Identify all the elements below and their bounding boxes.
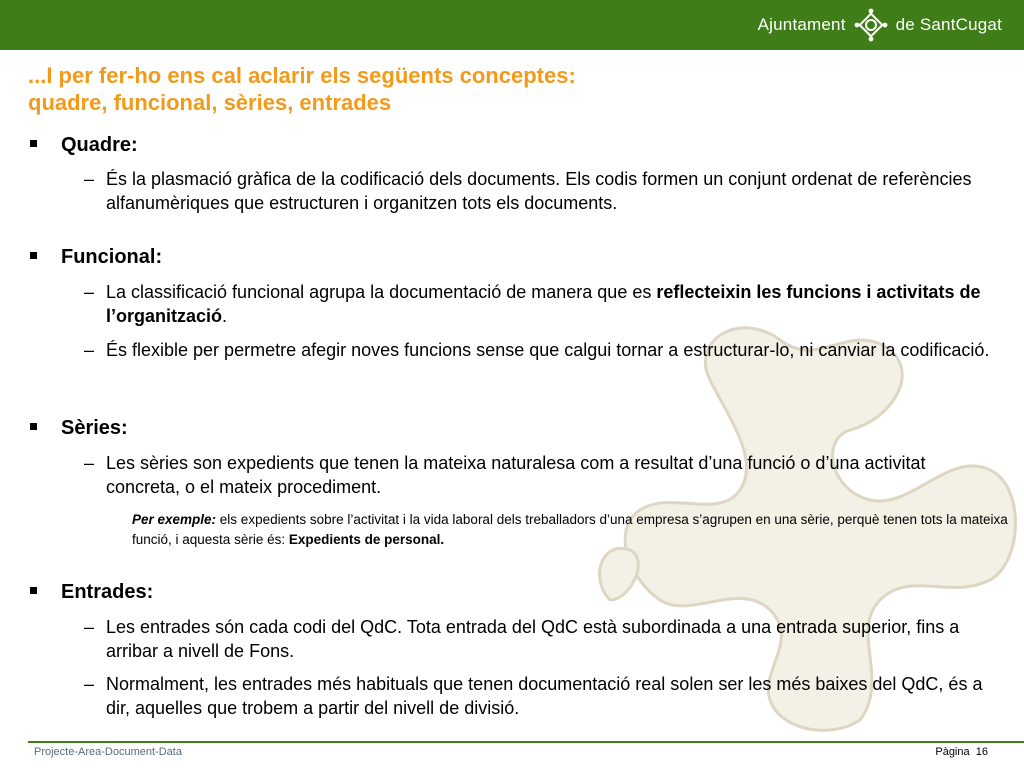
section-label: Sèries:	[61, 417, 128, 439]
dash-bullet-icon: –	[84, 282, 95, 302]
section-label: Funcional:	[61, 246, 163, 268]
list-item	[84, 672, 1004, 720]
list-item-text: Normalment, les entrades més habituals que tenen documentació real solen ser les més baixes del QdC, és a dir, aquelles que trobem a partir del nivell de divisió.	[106, 674, 983, 718]
brand-logo	[758, 0, 1002, 50]
list-item-trailing: .	[222, 306, 228, 326]
list-item-text: És la plasmació gràfica de la codificació dels documents. Els codis formen un conjunt ordenat de referències alfanumèriques que estructuren i organitzen tots els documents.	[106, 169, 972, 213]
page-indicator	[935, 746, 988, 758]
brand-left-text: Ajuntament	[757, 15, 846, 34]
dash-bullet-icon: –	[84, 340, 95, 360]
list-item	[84, 280, 1004, 328]
dash-bullet-icon: –	[84, 674, 95, 694]
square-bullet-icon	[30, 423, 37, 430]
title-line-1: ...I per fer-ho ens cal aclarir els següents conceptes:	[28, 63, 576, 88]
list-item-text: La classificació funcional agrupa la documentació de manera que es	[106, 282, 657, 302]
bullet-entrades	[30, 581, 153, 604]
example-note	[132, 510, 1022, 550]
square-bullet-icon	[30, 252, 37, 259]
list-item	[84, 338, 1004, 362]
bullet-funcional	[30, 246, 162, 269]
list-item-text: Les sèries son expedients que tenen la mateixa naturalesa com a resultat d’una funció o d’una activitat concreta, o el mateix procediment.	[106, 453, 926, 497]
list-item-text: És flexible per permetre afegir noves funcions sense que calgui tornar a estructurar-lo, ni canviar la codificació.	[106, 340, 990, 360]
bullet-series	[30, 417, 128, 440]
footer-project-name: Projecte-Area-Document-Data	[34, 746, 182, 758]
list-item	[84, 451, 1004, 499]
example-bold: Expedients de personal.	[288, 532, 445, 547]
section-label: Quadre:	[61, 134, 138, 156]
footer-divider	[28, 741, 1024, 743]
example-text: els expedients sobre l’activitat i la vida laboral dels treballadors d’una empresa s’agrupen en una sèrie, perquè tenen tots la mateixa funció, i aquesta sèrie és:	[132, 512, 1008, 547]
municipal-seal-icon	[854, 8, 888, 42]
list-item	[84, 615, 1004, 663]
brand-right-text: de SantCugat	[895, 15, 1002, 34]
list-item	[84, 167, 1004, 215]
page-label: Pàgina	[935, 746, 970, 758]
list-item-bold-text: reflecteixin les funcions i activitats de l’organització	[106, 282, 981, 326]
title-line-2: quadre, funcional, sèries, entrades	[28, 90, 392, 115]
dash-bullet-icon: –	[84, 617, 95, 637]
dash-bullet-icon: –	[84, 453, 95, 473]
section-label: Entrades:	[61, 581, 154, 603]
square-bullet-icon	[30, 140, 37, 147]
example-lead: Per exemple:	[132, 512, 217, 527]
page-number: 16	[975, 746, 988, 758]
slide-title	[28, 62, 988, 116]
square-bullet-icon	[30, 587, 37, 594]
header-bar	[0, 0, 1024, 50]
list-item-text: Les entrades són cada codi del QdC. Tota entrada del QdC està subordinada a una entrada superior, fins a arribar a nivell de Fons.	[106, 617, 960, 661]
bullet-quadre	[30, 134, 138, 157]
dash-bullet-icon: –	[84, 169, 95, 189]
